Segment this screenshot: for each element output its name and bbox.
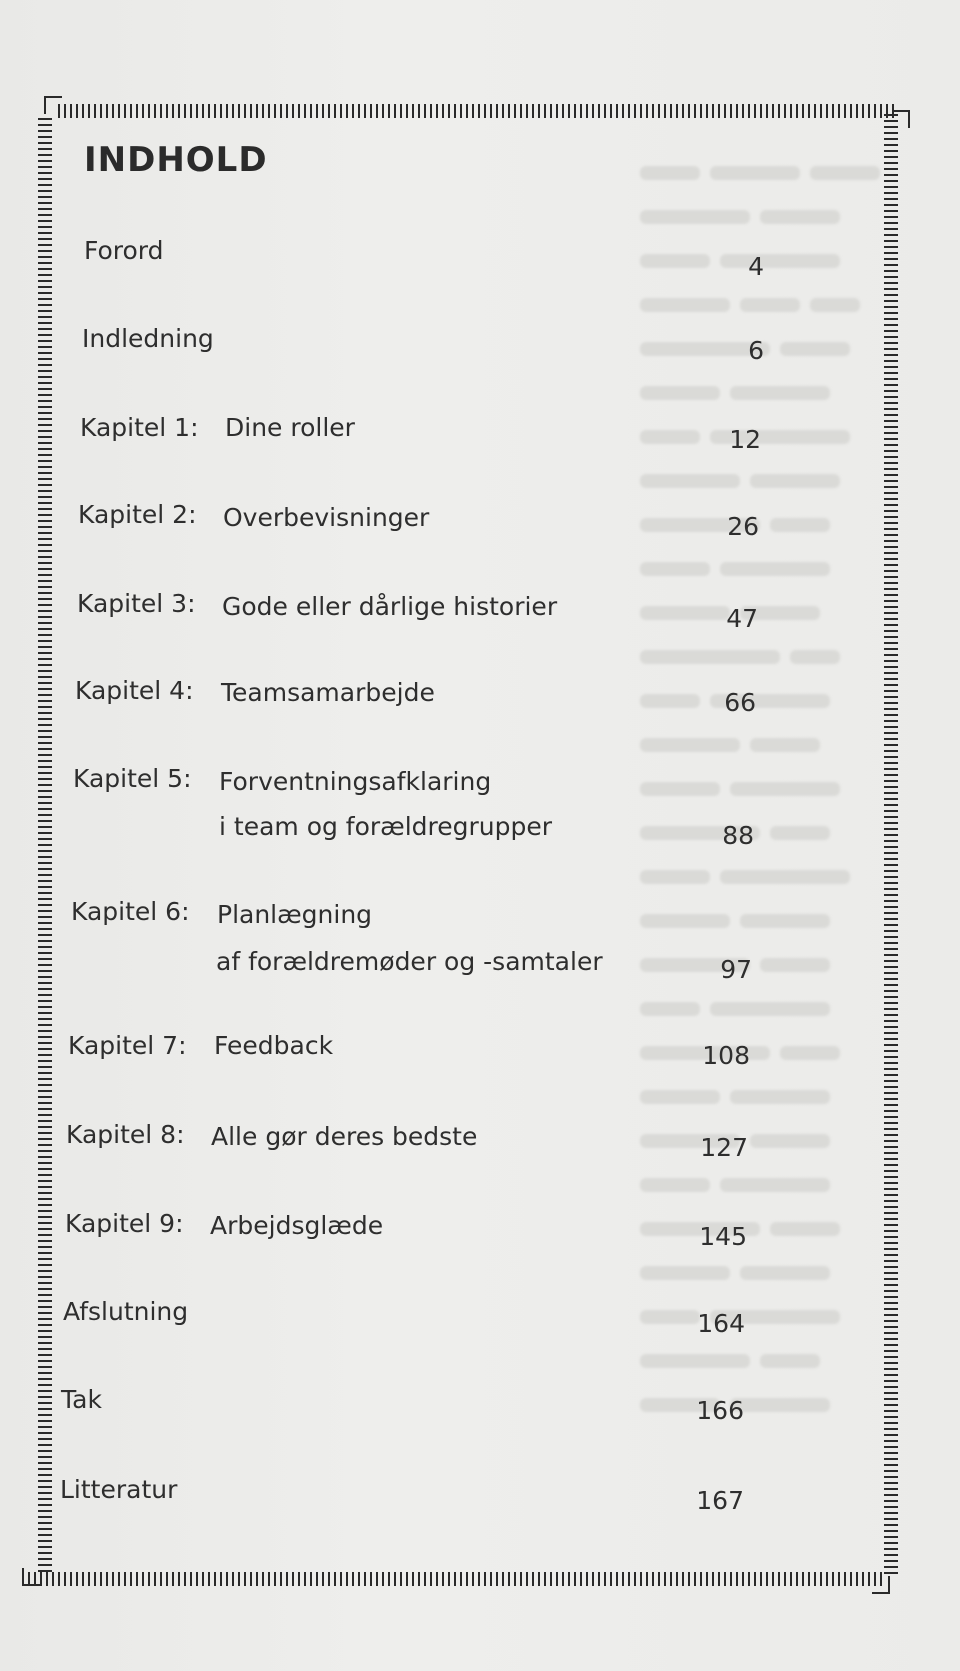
entry-title: Gode eller dårlige historier bbox=[222, 592, 558, 621]
entry-title-continued: af forældremøder og -samtaler bbox=[216, 947, 603, 976]
entry-page-number: 47 bbox=[726, 604, 758, 633]
entry-label: Kapitel 5: bbox=[73, 764, 192, 793]
entry-label: Kapitel 7: bbox=[68, 1031, 187, 1060]
entry-label: Kapitel 8: bbox=[66, 1120, 185, 1149]
entry-title: Feedback bbox=[214, 1031, 334, 1060]
border-corner bbox=[22, 1568, 40, 1586]
entry-label: Kapitel 1: bbox=[80, 413, 199, 442]
entry-title-continued: i team og forældregrupper bbox=[219, 812, 553, 841]
entry-label: Kapitel 6: bbox=[71, 897, 190, 926]
border-corner bbox=[892, 110, 910, 128]
entry-label: Kapitel 3: bbox=[77, 589, 196, 618]
entry-page-number: 164 bbox=[697, 1309, 745, 1338]
entry-title: Alle gør deres bedste bbox=[211, 1122, 478, 1151]
border-corner bbox=[872, 1576, 890, 1594]
entry-page-number: 66 bbox=[724, 688, 756, 717]
entry-page-number: 97 bbox=[720, 955, 752, 984]
entry-label: Afslutning bbox=[63, 1297, 189, 1326]
entry-page-number: 12 bbox=[729, 425, 761, 454]
entry-page-number: 166 bbox=[696, 1396, 744, 1425]
entry-label: Forord bbox=[84, 236, 164, 265]
entry-page-number: 145 bbox=[699, 1222, 747, 1251]
entry-label: Indledning bbox=[82, 324, 214, 353]
entry-title: Overbevisninger bbox=[223, 503, 430, 532]
ornamental-border-left bbox=[38, 118, 52, 1572]
entry-label: Litteratur bbox=[60, 1475, 178, 1504]
border-corner bbox=[44, 96, 62, 114]
ornamental-border-bottom bbox=[28, 1572, 884, 1586]
entry-page-number: 88 bbox=[722, 821, 754, 850]
entry-label: Kapitel 2: bbox=[78, 500, 197, 529]
entry-page-number: 108 bbox=[702, 1041, 750, 1070]
toc-title: INDHOLD bbox=[84, 140, 268, 180]
entry-label: Kapitel 4: bbox=[75, 676, 194, 705]
ornamental-border-top bbox=[58, 104, 894, 118]
entry-page-number: 26 bbox=[727, 512, 759, 541]
entry-title: Planlægning bbox=[217, 900, 373, 929]
entry-label: Kapitel 9: bbox=[65, 1209, 184, 1238]
entry-page-number: 4 bbox=[748, 252, 764, 281]
entry-page-number: 6 bbox=[748, 336, 764, 365]
entry-title: Forventningsafklaring bbox=[219, 767, 492, 796]
entry-title: Dine roller bbox=[225, 413, 355, 442]
entry-title: Arbejdsglæde bbox=[210, 1211, 384, 1240]
entry-title: Teamsamarbejde bbox=[221, 678, 435, 707]
ornamental-border-right bbox=[884, 114, 898, 1576]
entry-label: Tak bbox=[61, 1385, 102, 1414]
entry-page-number: 167 bbox=[696, 1486, 744, 1515]
entry-page-number: 127 bbox=[700, 1133, 748, 1162]
